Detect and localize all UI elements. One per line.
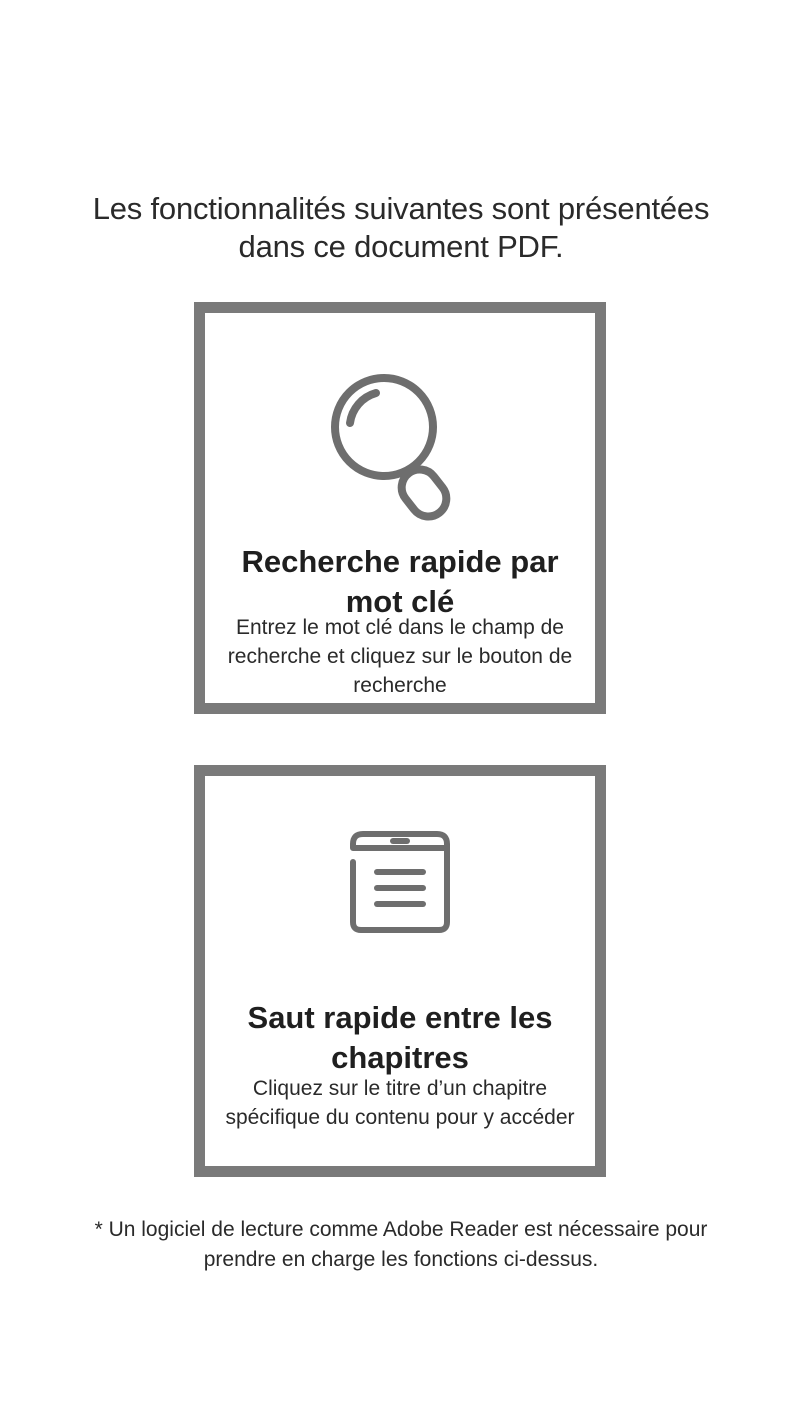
intro-text <box>40 190 762 266</box>
feature-description: Entrez le mot clé dans le champ de recherche et cliquez sur le bouton de recherche <box>227 616 573 697</box>
footnote-line-1: * Un logiciel de lecture comme Adobe Reader est nécessaire pour <box>94 1218 708 1241</box>
magnifier-icon <box>205 365 595 525</box>
footnote-line-2: prendre en charge les fonctions ci-dessus. <box>203 1248 599 1271</box>
feature-description: Cliquez sur le titre d’un chapitre spécifique du contenu pour y accéder <box>225 1077 575 1129</box>
footnote <box>40 1215 762 1275</box>
intro-line-1: Les fonctionnalités suivantes sont présentées <box>92 191 710 226</box>
intro-line-2: dans ce document PDF. <box>238 229 564 264</box>
feature-title: Saut rapide entre les chapitres <box>247 1000 553 1075</box>
feature-title: Recherche rapide par mot clé <box>241 544 559 619</box>
feature-card-keyword-search <box>194 302 606 714</box>
feature-card-chapter-jump <box>194 765 606 1177</box>
document-list-icon <box>205 822 595 942</box>
